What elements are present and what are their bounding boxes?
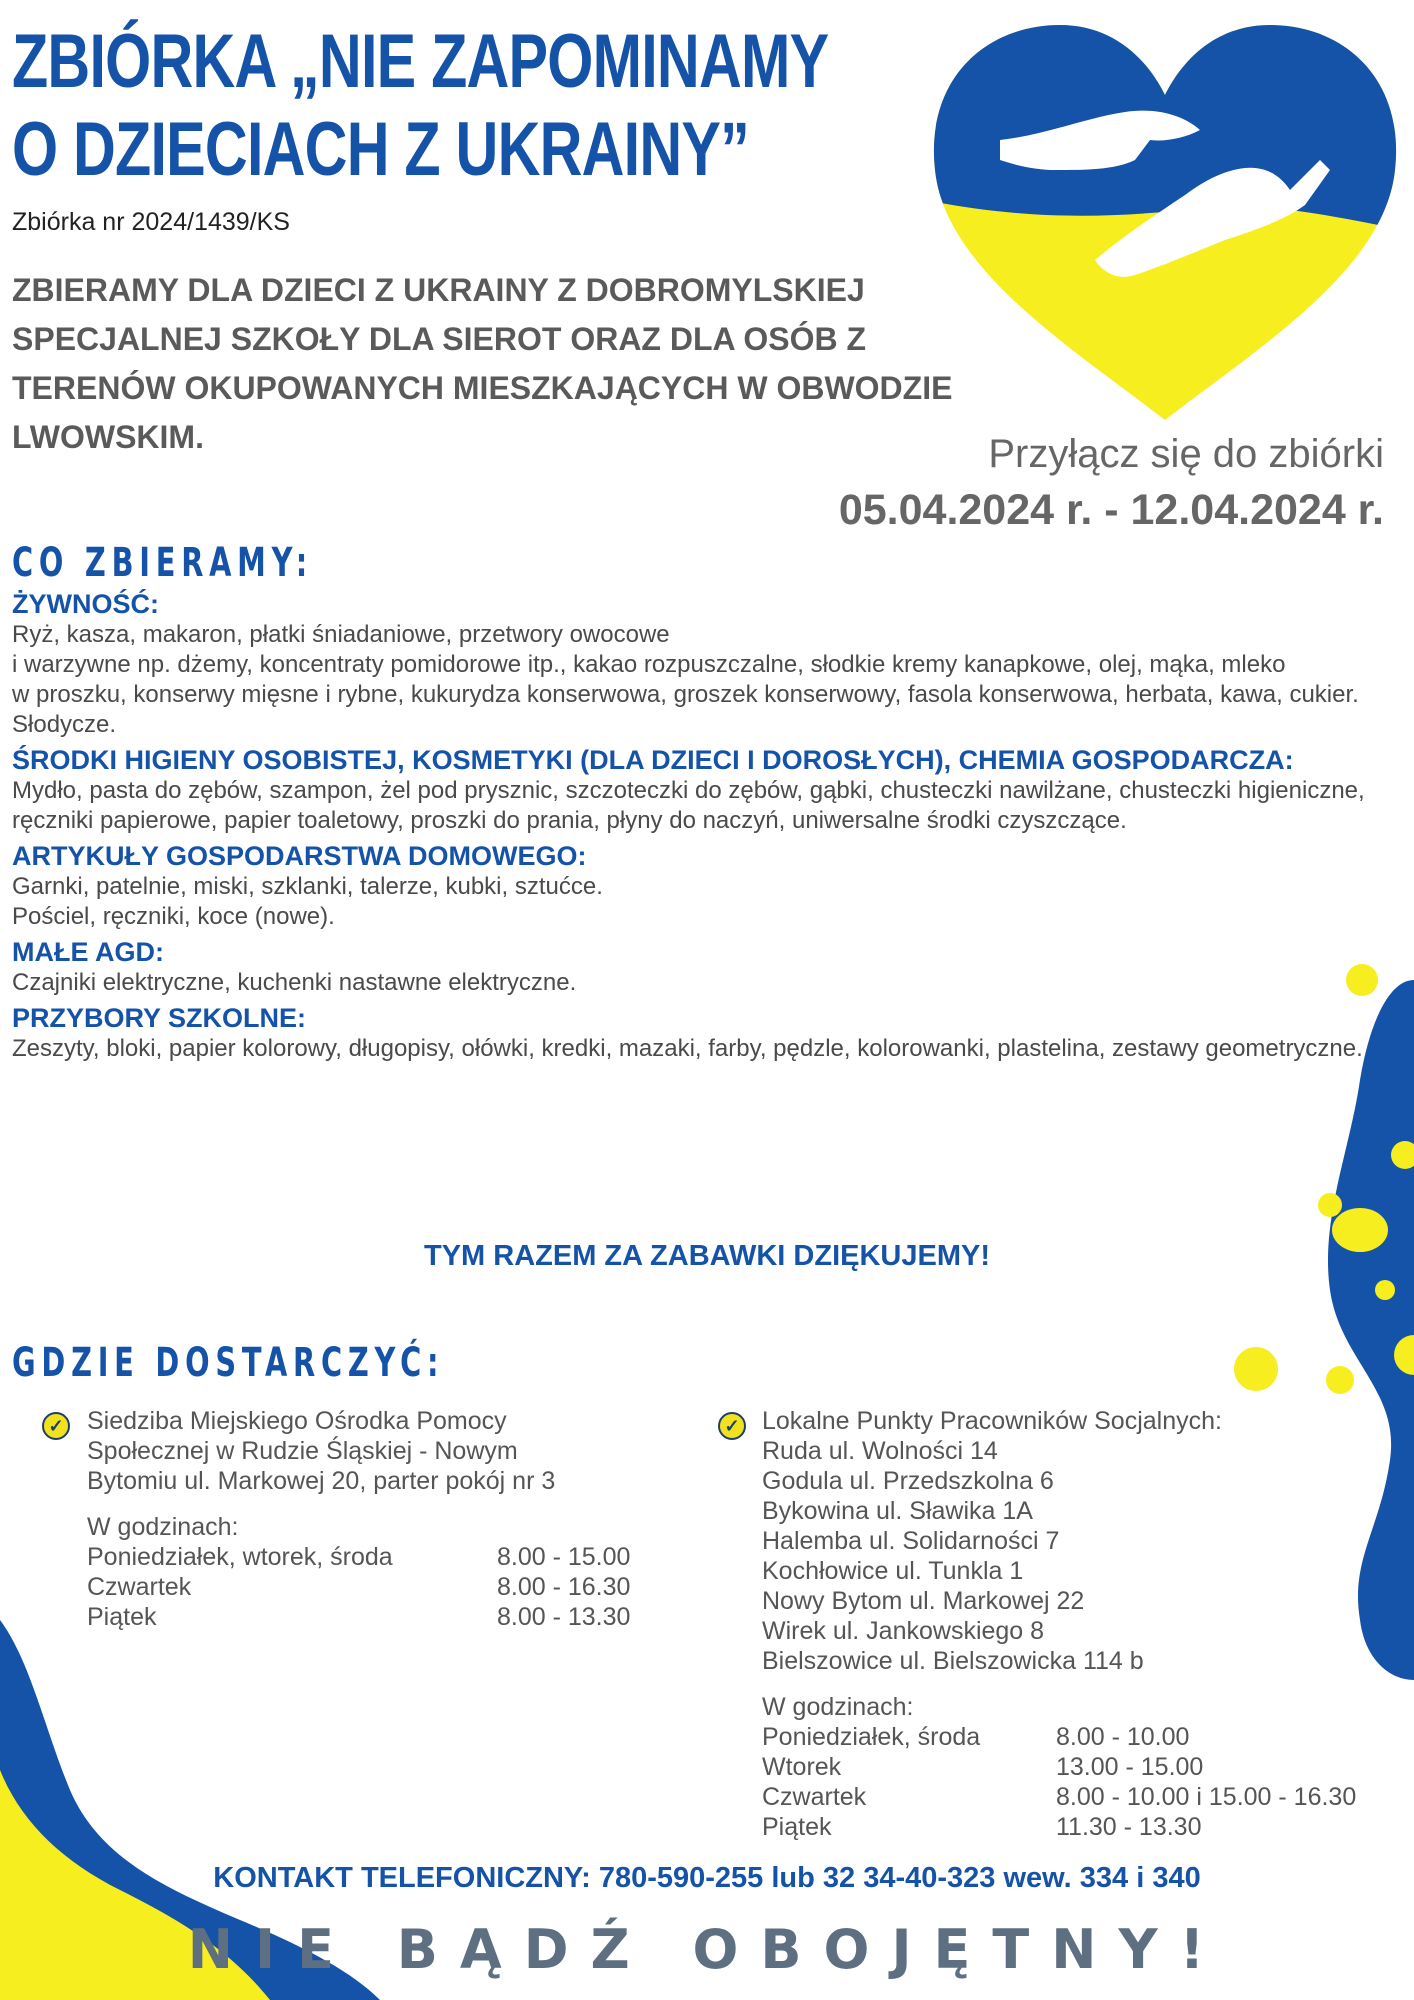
table-row xyxy=(87,1572,630,1602)
table-row xyxy=(762,1782,1356,1812)
collect-heading: CO ZBIERAMY: xyxy=(12,540,313,586)
hours-time: 8.00 - 10.00 xyxy=(1056,1723,1190,1751)
hours-time: 8.00 - 10.00 i 15.00 - 16.30 xyxy=(1056,1783,1357,1811)
household-line-2: Pościel, ręczniki, koce (nowe). xyxy=(12,903,335,930)
point-item: Wirek ul. Jankowskiego 8 xyxy=(762,1617,1045,1645)
title-line-1: ZBIÓRKA „NIE ZAPOMINAMY xyxy=(12,19,829,104)
agd-text: Czajniki elektryczne, kuchenki nastawne elektryczne. xyxy=(12,969,577,996)
point-item: Nowy Bytom ul. Markowej 22 xyxy=(762,1587,1085,1615)
hours-time: 8.00 - 13.30 xyxy=(497,1603,631,1631)
point-item: Bielszowice ul. Bielszowicka 114 b xyxy=(762,1647,1144,1675)
address-line-3: Bytomiu ul. Markowej 20, parter pokój nr 3 xyxy=(87,1467,556,1495)
page-title xyxy=(12,18,829,194)
collection-dates: 05.04.2024 r. - 12.04.2024 r. xyxy=(838,486,1384,534)
food-line-3: w proszku, konserwy mięsne i rybne, kukurydza konserwowa, groszek konserwowy, fasola konserwowa, herbata, kawa, cukier. xyxy=(12,681,1359,708)
address-line-2: Społecznej w Rudzie Śląskiej - Nowym xyxy=(87,1437,518,1465)
hours-day: Piątek xyxy=(87,1603,157,1631)
food-line-4: Słodycze. xyxy=(12,711,117,738)
hours-time: 11.30 - 13.30 xyxy=(1056,1813,1202,1841)
hours-day: Piątek xyxy=(762,1813,832,1841)
agd-title: MAŁE AGD: xyxy=(12,937,164,967)
household-line-1: Garnki, patelnie, miski, szklanki, talerze, kubki, sztućce. xyxy=(12,873,603,900)
point-item: Godula ul. Przedszkolna 6 xyxy=(762,1467,1054,1495)
hours-label: W godzinach: xyxy=(87,1513,239,1541)
table-row xyxy=(762,1812,1356,1842)
check-icon: ✓ xyxy=(718,1412,746,1440)
hours-time: 8.00 - 16.30 xyxy=(497,1573,631,1601)
contact-phone: KONTAKT TELEFONICZNY: 780-590-255 lub 32 34-40-323 wew. 334 i 340 xyxy=(213,1862,1201,1894)
food-line-1: Ryż, kasza, makaron, płatki śniadaniowe, przetwory owocowe xyxy=(12,621,670,648)
join-text: Przyłącz się do zbiórki xyxy=(988,432,1384,476)
points-title: Lokalne Punkty Pracowników Socjalnych: xyxy=(762,1407,1222,1435)
point-item: Bykowina ul. Sławika 1A xyxy=(762,1497,1033,1525)
point-item: Halemba ul. Solidarności 7 xyxy=(762,1527,1060,1555)
slogan: NIE BĄDŹ OBOJĘTNY! xyxy=(187,1918,1227,1981)
hours-table xyxy=(762,1722,1356,1842)
food-line-2: i warzywne np. dżemy, koncentraty pomidorowe itp., kakao rozpuszczalne, słodkie kremy kanapkowe, olej, mąka, mleko xyxy=(12,651,1286,678)
hours-day: Wtorek xyxy=(762,1753,842,1781)
table-row xyxy=(762,1752,1356,1782)
address-line-1: Siedziba Miejskiego Ośrodka Pomocy xyxy=(87,1407,507,1435)
toys-thanks-note: TYM RAZEM ZA ZABAWKI DZIĘKUJEMY! xyxy=(423,1240,990,1272)
school-title: PRZYBORY SZKOLNE: xyxy=(12,1003,307,1033)
table-row xyxy=(87,1542,630,1572)
hours-table xyxy=(87,1542,630,1632)
hours-time: 8.00 - 15.00 xyxy=(497,1543,631,1571)
collection-reference: Zbiórka nr 2024/1439/KS xyxy=(12,208,290,236)
hours-time: 13.00 - 15.00 xyxy=(1056,1753,1204,1781)
hygiene-text: Mydło, pasta do zębów, szampon, żel pod prysznic, szczoteczki do zębów, gąbki, chusteczki nawilżane, chusteczki higieniczne, ręczniki papierowe, papier toaletowy, proszki do prania, płyny do naczyń, uniwersalne środki czyszczące. xyxy=(12,777,1365,834)
hours-day: Czwartek xyxy=(87,1573,192,1601)
hygiene-title: ŚRODKI HIGIENY OSOBISTEJ, KOSMETYKI (DLA DZIECI I DOROSŁYCH), CHEMIA GOSPODARCZA: xyxy=(12,745,1294,775)
food-title: ŻYWNOŚĆ: xyxy=(12,589,159,619)
title-line-2: O DZIECIACH Z UKRAINY” xyxy=(12,107,750,192)
hours-day: Poniedziałek, środa xyxy=(762,1723,981,1751)
collect-list xyxy=(12,588,1382,1064)
table-row xyxy=(762,1722,1356,1752)
hours-day: Poniedziałek, wtorek, środa xyxy=(87,1543,393,1571)
hours-label: W godzinach: xyxy=(762,1693,914,1721)
point-item: Ruda ul. Wolności 14 xyxy=(762,1437,998,1465)
school-text: Zeszyty, bloki, papier kolorowy, długopisy, ołówki, kredki, mazaki, farby, pędzle, kolorowanki, plastelina, zestawy geometryczne. xyxy=(12,1035,1363,1062)
decorative-dot xyxy=(1232,1345,1280,1393)
point-item: Kochłowice ul. Tunkla 1 xyxy=(762,1557,1024,1585)
delivery-heading: GDZIE DOSTARCZYĆ: xyxy=(12,1340,445,1386)
delivery-right xyxy=(762,1406,1402,1842)
table-row xyxy=(87,1602,630,1632)
check-icon: ✓ xyxy=(42,1412,70,1440)
hours-day: Czwartek xyxy=(762,1783,867,1811)
household-title: ARTYKUŁY GOSPODARSTWA DOMOWEGO: xyxy=(12,841,587,871)
delivery-left xyxy=(87,1406,647,1632)
lead-text: ZBIERAMY DLA DZIECI Z UKRAINY Z DOBROMYLSKIEJ SPECJALNEJ SZKOŁY DLA SIEROT ORAZ DLA OSÓB Z TERENÓW OKUPOWANYCH MIESZKAJĄCYCH W OBWODZIE LWOWSKIM. xyxy=(12,272,953,455)
